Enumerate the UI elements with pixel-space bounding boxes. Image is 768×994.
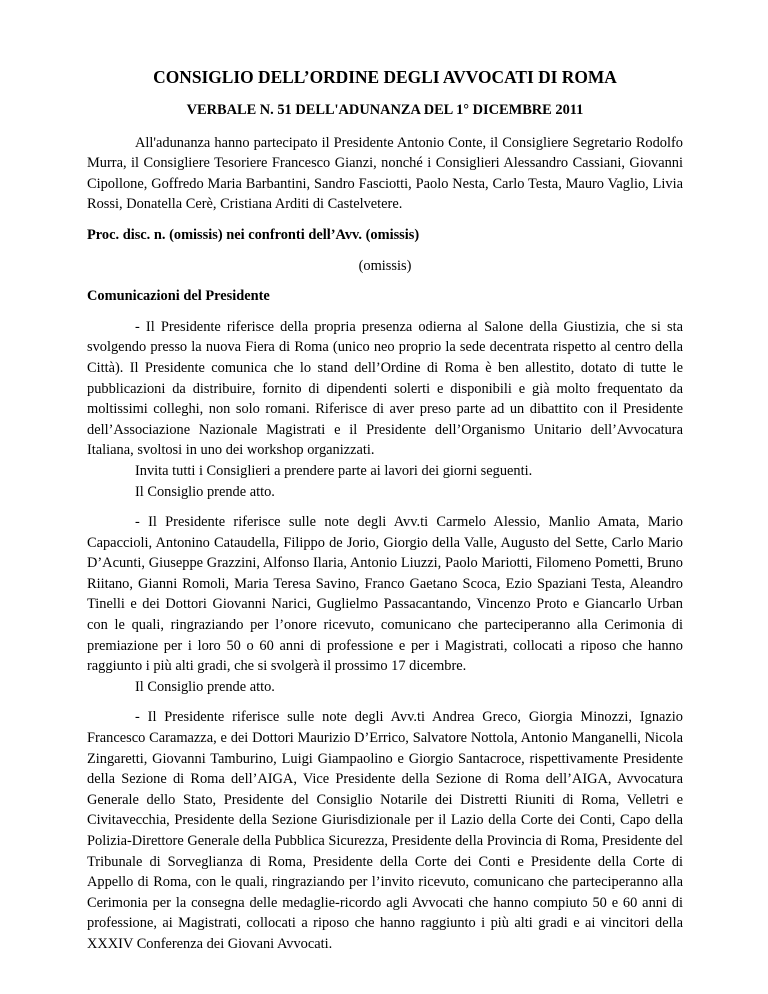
- document-title: CONSIGLIO DELL’ORDINE DEGLI AVVOCATI DI ROMA: [153, 67, 617, 87]
- document-subtitle: VERBALE N. 51 DELL'ADUNANZA DEL 1° DICEMBRE 2011: [186, 102, 584, 118]
- document-page: [87, 66, 683, 955]
- comunicazioni-heading: Comunicazioni del Presidente: [87, 288, 270, 305]
- president-paragraph-3: - Il Presidente riferisce sulle note degli Avv.ti Andrea Greco, Giorgia Minozzi, Ignazio Francesco Caramazza, e dei Dottori Maurizio D’Errico, Salvatore Nottola, Antonio Manganelli, Nicola Zingaretti, Giovanni Tamburino, Luigi Giampaolino e Giorgio Santacroce, rispettivamente Presidente della Sezione di Roma dell’AIGA, Vice Presidente della Sezione di Roma dell’AIGA, Avvocatura Generale dello Stato, Presidente del Consiglio Notarile dei Distretti Riuniti di Roma, Velletri e Civitavecchia, Presidente della Sezione Giurisdizionale per il Lazio della Corte dei Conti, Capo della Polizia-Direttore Generale della Pubblica Sicurezza, Presidente della Provincia di Roma, Presidente del Tribunale di Sorveglianza di Roma, Presidente della Corte dei Conti e Presidente della Corte di Appello di Roma, con le quali, ringraziando per l’invito ricevuto, comunicano che parteciperanno alla Cerimonia per la consegna delle medaglie-ricordo agli Avvocati che hanno compiuto 50 e 60 anni di professione, ai Magistrati, collocati a riposo che hanno raggiunto i più alti gradi e ai vincitori della XXXIV Conferenza dei Giovani Avvocati.: [87, 709, 683, 952]
- attendance-paragraph: All'adunanza hanno partecipato il Presidente Antonio Conte, il Consigliere Segretario Rodolfo Murra, il Consigliere Tesoriere Francesco Gianzi, nonché i Consiglieri Alessandro Cassiani, Giovanni Cipollone, Goffredo Maria Barbantini, Sandro Fasciotti, Paolo Nesta, Carlo Testa, Mauro Vaglio, Livia Rossi, Donatella Cerè, Cristiana Arditi di Castelvetere.: [87, 134, 683, 213]
- invite-line: Invita tutti i Consiglieri a prendere parte ai lavori dei giorni seguenti.: [135, 462, 533, 479]
- proc-heading: Proc. disc. n. (omissis) nei confronti dell’Avv. (omissis): [87, 226, 420, 243]
- president-paragraph-2: - Il Presidente riferisce sulle note degli Avv.ti Carmelo Alessio, Manlio Amata, Mario Capaccioli, Antonino Cataudella, Filippo de Jorio, Giorgio della Valle, Augusto del Sette, Carlo Mario D’Acunti, Giuseppe Grazzini, Alfonso Ilaria, Antonio Liuzzi, Paolo Mariotti, Filomeno Pometti, Bruno Riitano, Gianni Romoli, Maria Teresa Savino, Franco Gaetano Scoca, Ezio Spaziani Testa, Aleandro Tinelli e dei Dottori Giovanni Narici, Guglielmo Passacantando, Vincenzo Proto e Giancarlo Urban con le quali, ringraziando per l’onore ricevuto, comunicano che parteciperanno alla Cerimonia di premiazione per i loro 50 o 60 anni di professione e per i Magistrati, collocati a riposo che hanno raggiunto i più alti gradi, che si svolgerà il prossimo 17 dicembre.: [87, 514, 683, 675]
- omissis-line: (omissis): [358, 257, 412, 274]
- prende-atto-line-1: Il Consiglio prende atto.: [135, 483, 275, 500]
- president-paragraph-1: - Il Presidente riferisce della propria presenza odierna al Salone della Giustizia, che si sta svolgendo presso la nuova Fiera di Roma (unico neo proprio la sede decentrata rispetto al centro della Città). Il Presidente comunica che lo stand dell’Ordine di Roma è ben allestito, dotato di tutte le pubblicazioni da distribuire, fornito di dipendenti solerti e disponibili e già molto frequentato da moltissimi colleghi, non solo romani. Riferisce di aver preso parte ad un dibattito con il Presidente dell’Associazione Nazionale Magistrati e il Presidente dell’Organismo Unitario dell’Avvocatura Italiana, svoltosi in uno dei workshop organizzati.: [87, 318, 683, 459]
- prende-atto-line-2: Il Consiglio prende atto.: [135, 678, 275, 695]
